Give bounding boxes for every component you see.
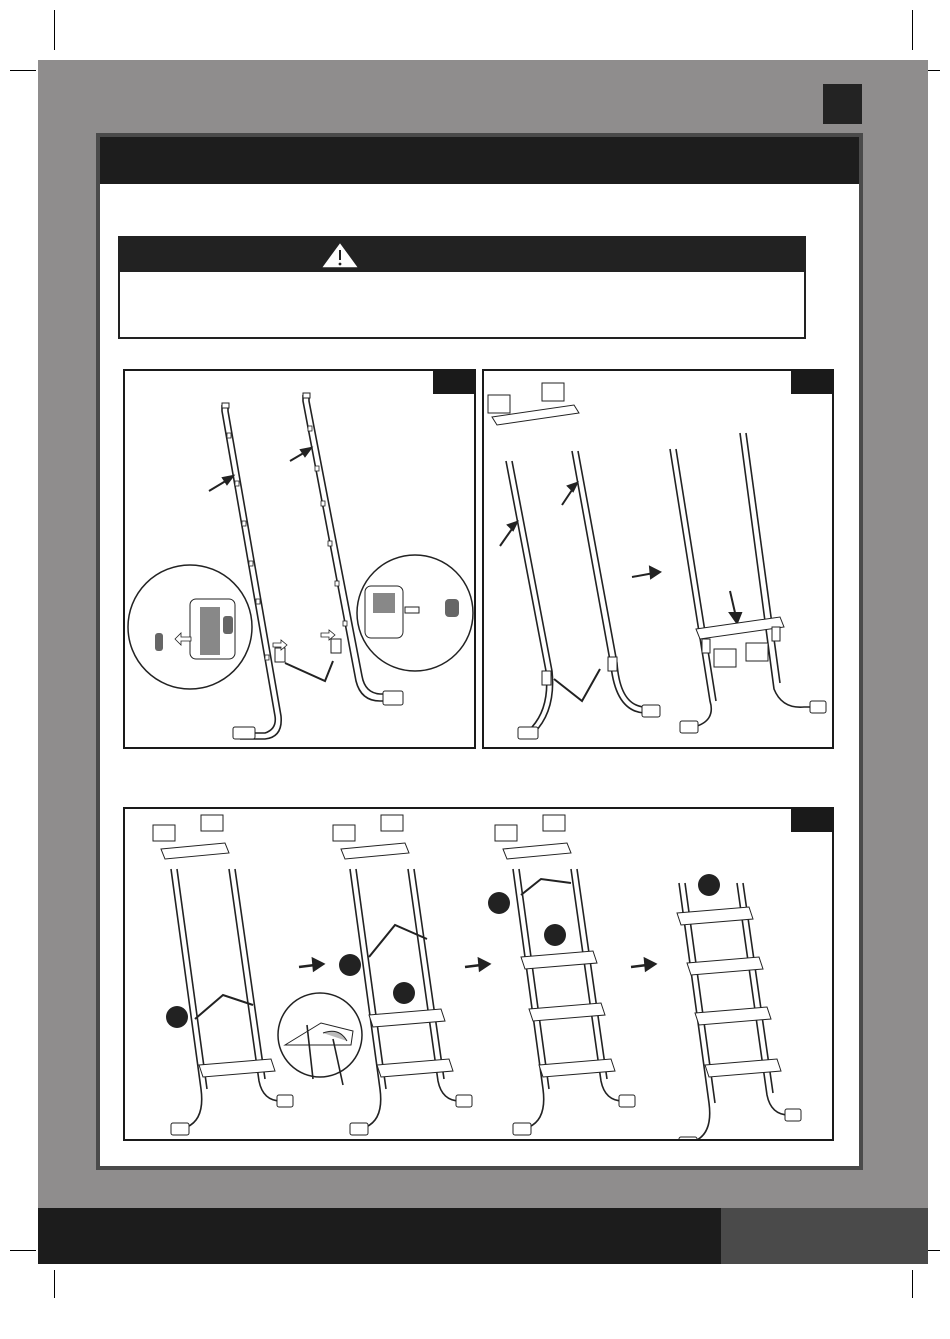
crop-mark [10, 70, 36, 71]
warning-header [120, 238, 804, 272]
title-bar [100, 137, 859, 184]
crop-mark [10, 1250, 36, 1251]
footer-page-box [721, 1208, 928, 1264]
crop-mark [912, 1270, 913, 1298]
step2-illustration [484, 371, 832, 747]
crop-mark [54, 10, 55, 50]
step1-illustration [125, 371, 474, 747]
warning-triangle-icon [318, 240, 362, 270]
crop-mark [912, 10, 913, 50]
footer-bar [38, 1208, 721, 1264]
step3-illustration [125, 809, 832, 1139]
page-corner-tab [823, 84, 862, 124]
crop-mark [54, 1270, 55, 1298]
